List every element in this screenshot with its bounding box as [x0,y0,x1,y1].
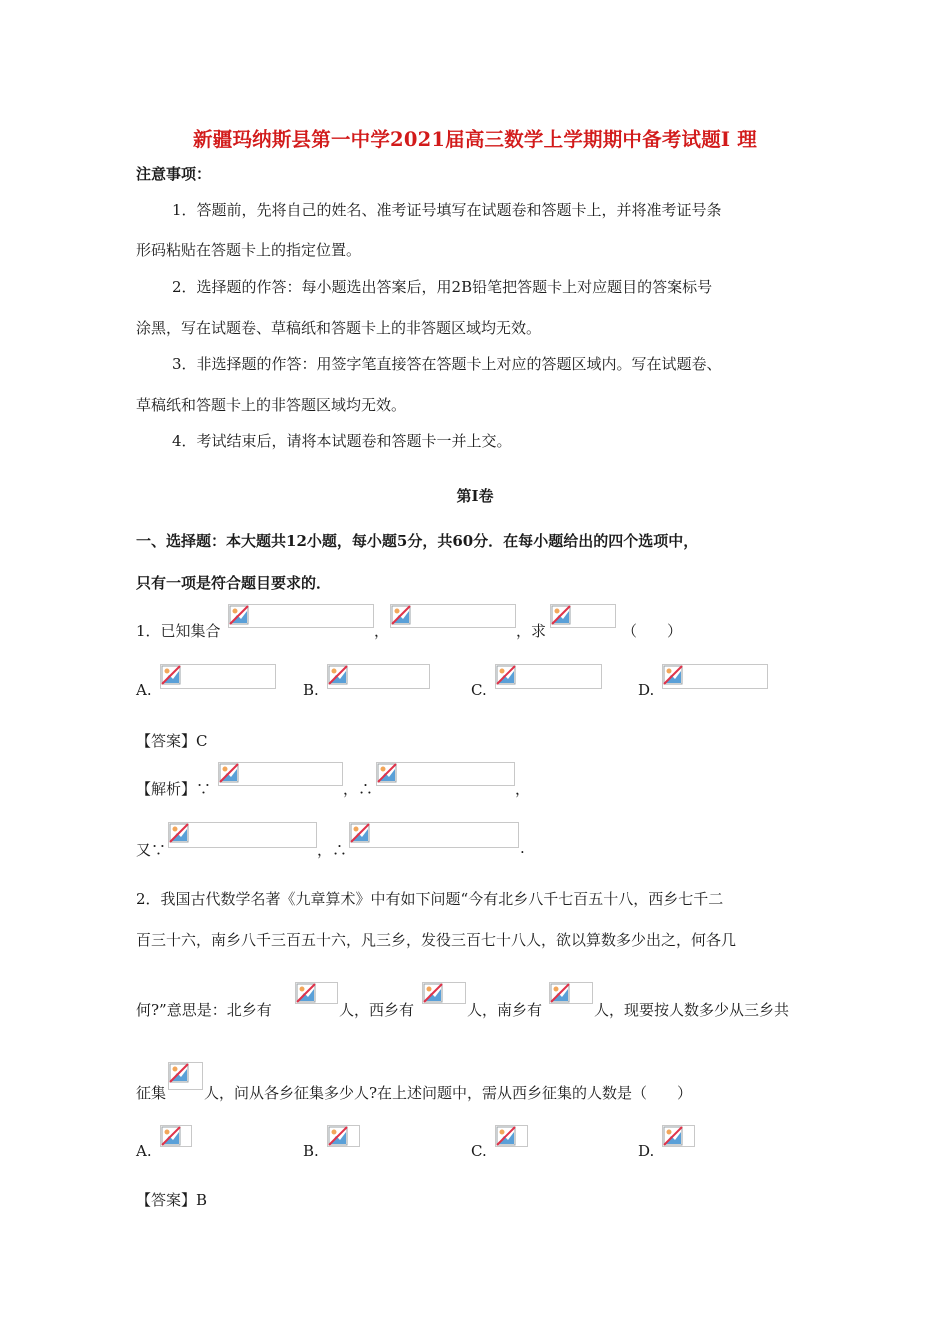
q1-comma: ， [374,622,390,640]
q1-stem-prefix: 1．已知集合 [136,622,221,640]
broken-image-icon [219,763,239,783]
q1-option-a-label: A. [136,681,152,699]
q2-option-d-label: D. [638,1142,655,1160]
number-image [422,982,466,1004]
formula-image [349,822,519,848]
q1-also: 又∵ [136,841,167,859]
q1-option-d-label: D. [638,681,655,699]
broken-image-icon [229,605,249,625]
option-b-image [327,1125,360,1147]
q1-end-1: ， [515,780,531,798]
number-image [295,982,338,1004]
q1-paren: （ ） [622,622,683,640]
notice-item-1-line-1: 1．答题前，先将自己的姓名、准考证号填写在试题卷和答题卡上，并将准考证号条 [172,201,722,219]
broken-image-icon [551,605,571,625]
formula-image [550,604,616,628]
q1-analysis-label: 【解析】∵ [136,780,212,798]
page-title: 新疆玛纳斯县第一中学2021届高三数学上学期期中备考试题Ⅰ 理 [193,128,757,151]
section-heading-line-2: 只有一项是符合题目要求的． [136,574,332,592]
broken-image-icon [663,665,683,685]
formula-image [168,822,317,848]
q1-therefore-2: ，∴ [317,841,348,859]
q2-line-3c: 人，南乡有 [467,1001,543,1019]
q1-answer: 【答案】C [136,732,208,750]
q1-option-c-label: C. [471,681,487,699]
broken-image-icon [377,763,397,783]
option-a-image [160,1125,192,1147]
broken-image-icon [663,1126,683,1146]
formula-image [228,604,374,628]
notice-item-3-line-1: 3．非选择题的作答：用签字笔直接答在答题卡上对应的答题区域内。写在试题卷、 [172,355,722,373]
notice-item-1-line-2: 形码粘贴在答题卡上的指定位置。 [136,241,362,259]
broken-image-icon [161,665,181,685]
q2-line-1: 2．我国古代数学名著《九章算术》中有如下问题“今有北乡八千七百五十八，西乡七千二 [136,890,724,908]
notice-item-2-line-2: 涂黑，写在试题卷、草稿纸和答题卡上的非答题区域均无效。 [136,319,542,337]
formula-image [376,762,515,786]
option-a-image [160,664,276,689]
q2-line-3a: 何?”意思是：北乡有 [136,1001,272,1019]
formula-image [218,762,343,786]
broken-image-icon [350,823,370,843]
q2-line-4a: 征集 [136,1084,167,1102]
q1-end-2: . [520,839,525,857]
volume-heading: 第Ⅰ卷 [456,487,494,505]
q1-ask: ，求 [516,622,547,640]
notice-item-4: 4．考试结束后，请将本试题卷和答题卡一并上交。 [172,432,512,450]
q1-option-b-label: B. [303,681,319,699]
notice-item-2-line-1: 2．选择题的作答：每小题选出答案后，用2B铅笔把答题卡上对应题目的答案标号 [172,278,713,296]
option-b-image [327,664,430,689]
broken-image-icon [169,823,189,843]
broken-image-icon [328,665,348,685]
broken-image-icon [169,1063,189,1083]
q2-line-4b: 人，问从各乡征集多少人?在上述问题中，需从西乡征集的人数是（ ） [204,1084,693,1102]
section-heading-line-1: 一、选择题：本大题共12小题，每小题5分，共60分．在每小题给出的四个选项中， [136,532,699,550]
number-image [549,982,593,1004]
number-image [168,1062,203,1090]
broken-image-icon [550,983,570,1003]
option-d-image [662,664,768,689]
option-c-image [495,1125,528,1147]
notice-item-3-line-2: 草稿纸和答题卡上的非答题区域均无效。 [136,396,407,414]
broken-image-icon [423,983,443,1003]
q1-therefore-1: ，∴ [343,780,374,798]
q2-option-c-label: C. [471,1142,487,1160]
option-c-image [495,664,602,689]
broken-image-icon [296,983,316,1003]
q2-answer: 【答案】B [136,1191,208,1209]
broken-image-icon [391,605,411,625]
q2-line-3b: 人，西乡有 [339,1001,415,1019]
broken-image-icon [328,1126,348,1146]
q2-line-3d: 人，现要按人数多少从三乡共 [594,1001,790,1019]
broken-image-icon [161,1126,181,1146]
broken-image-icon [496,1126,516,1146]
broken-image-icon [496,665,516,685]
formula-image [390,604,516,628]
notice-heading: 注意事项： [136,165,212,183]
q2-line-2: 百三十六，南乡八千三百五十六，凡三乡，发役三百七十八人，欲以算数多少出之，何各几 [136,931,737,949]
q2-option-b-label: B. [303,1142,319,1160]
option-d-image [662,1125,695,1147]
q2-option-a-label: A. [136,1142,152,1160]
